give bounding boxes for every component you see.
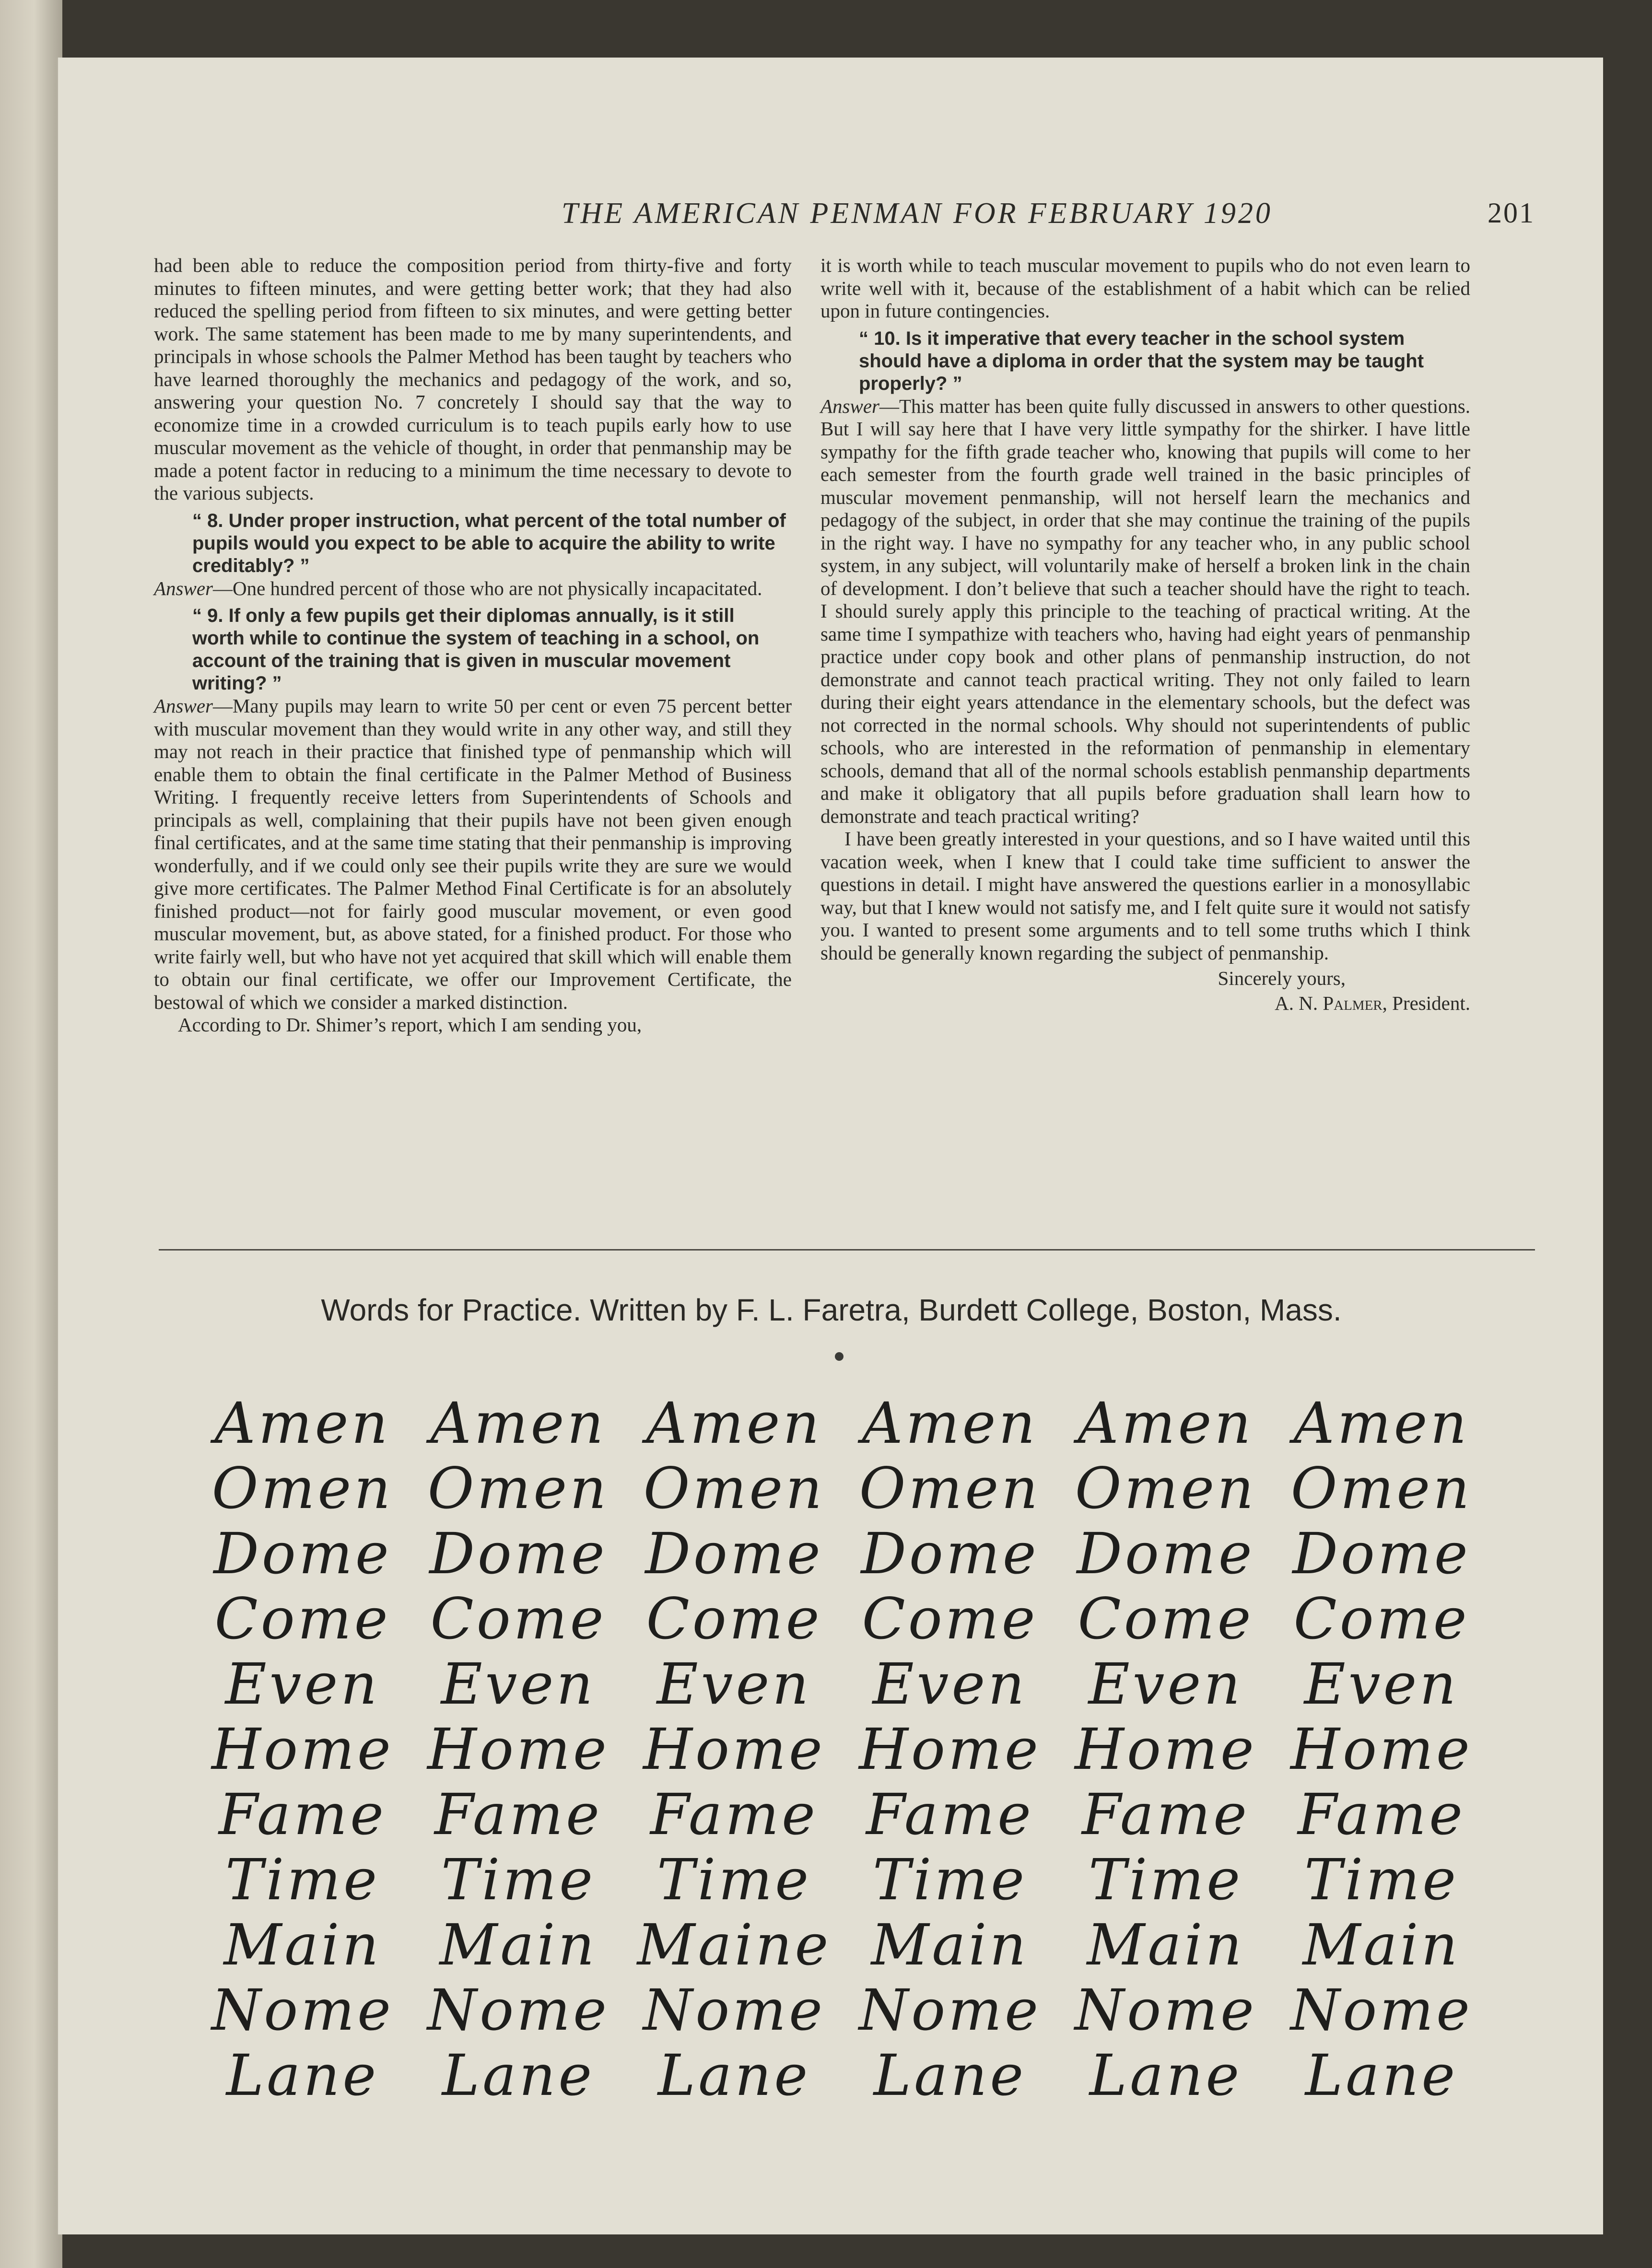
signature-name: Palmer xyxy=(1323,992,1383,1014)
practice-word: Fame xyxy=(1298,1781,1465,1847)
practice-word: Fame xyxy=(866,1781,1034,1847)
question-8: “ 8. Under proper instruction, what percent of the total number of pupils would you expect to be able to acquire the ability to write creditably? ” xyxy=(192,510,786,576)
paragraph: it is worth while to teach muscular movement to pupils who do not even learn to write well with it, because of the establishment of a habit which can be relied upon in future contingencies. xyxy=(820,254,1470,322)
paragraph: According to Dr. Shimer’s report, which I am sending you, xyxy=(178,1014,642,1036)
running-header xyxy=(202,197,1535,240)
practice-word: Home xyxy=(1075,1716,1257,1782)
practice-word: Dome xyxy=(1077,1520,1255,1587)
practice-word: Amen xyxy=(1078,1390,1254,1456)
practice-word: Fame xyxy=(434,1781,602,1847)
answer-text: —Many pupils may learn to write 50 per cent or even 75 percent better with muscular movement than they would write in any other way, and still they may not reach in their practice that finished type of penmanship which will enable them to obtain the final certificate in the Palmer Method of Business Writing. I frequently receive letters from Superintendents of Schools and principals as well, complaining that their pupils have not been given enough final certificates, and at the same time stating that their penmanship is improving wonderfully, and if we could only see their pupils write they are sure we would give more certificates. The Palmer Method Final Certificate is for an absolutely finished product—not for fairly good muscular movement, or even good muscular movement, but, as above stated, for a finished product. For those who write fairly well, but who have not yet acquired that skill which will enable them to obtain our final certificate, we offer our Improvement Certificate, the bestowal of which we consider a marked distinction. xyxy=(154,695,792,1013)
practice-row xyxy=(197,1521,1487,1586)
practice-word: Main xyxy=(1302,1912,1461,1978)
practice-word: Main xyxy=(871,1912,1029,1978)
section-divider xyxy=(159,1249,1535,1251)
practice-word: Home xyxy=(1290,1716,1473,1782)
practice-word: Nome xyxy=(643,1977,826,2043)
practice-word: Time xyxy=(656,1847,812,1913)
practice-word: Even xyxy=(872,1651,1028,1717)
answer-10 xyxy=(820,395,1470,828)
question-10: “ 10. Is it imperative that every teacher in the school system should have a diploma in order that the system may be taught properly? ” xyxy=(859,327,1424,394)
practice-word: Lane xyxy=(657,2042,811,2108)
practice-word: Maine xyxy=(637,1912,832,1978)
practice-row xyxy=(197,1717,1487,1782)
practice-word: Amen xyxy=(430,1390,607,1456)
practice-word: Fame xyxy=(650,1781,818,1847)
practice-word: Lane xyxy=(226,2042,379,2108)
practice-row xyxy=(197,1977,1487,2043)
practice-word: Lane xyxy=(1089,2042,1242,2108)
answer-label: Answer xyxy=(154,577,213,599)
answer-label: Answer xyxy=(820,395,879,417)
right-column xyxy=(820,254,1470,1015)
answer-text: —This matter has been quite fully discussed in answers to other questions. But I will say here that I have very little sympathy for the shirker. I have little sympathy for the fifth grade teacher who, knowing that pupils will come to her each semester from the fourth grade well trained in the basic principles of muscular movement penmanship, will not herself learn the mechanics and pedagogy of the subject, in order that she may continue the training of the pupils in the right way. I have no sympathy for any teacher who, in any public school system, in any subject, will voluntarily make of herself a broken link in the chain of development. I don’t believe that such a teacher should have the right to teach. I should surely apply this principle to the teaching of practical writing. At the same time I sympathize with teachers who, having had eight years of penmanship practice under copy book and other plans of penmanship instruction, do not demonstrate and cannot teach practical writing. They not only failed to learn during their eight years attendance in the elementary schools, but the defect was not corrected in the normal schools. Why should not superintendents of public schools, who are interested in the reformation of penmanship in elementary schools, demand that all of the normal schools establish penmanship departments and make it obligatory that all pupils before graduation shall learn how to demonstrate and teach practical writing? xyxy=(820,395,1470,827)
practice-word: Omen xyxy=(1290,1455,1473,1521)
practice-word: Lane xyxy=(1305,2042,1458,2108)
answer-text: —One hundred percent of those who are not physically incapacitated. xyxy=(213,577,762,599)
practice-word: Time xyxy=(225,1847,380,1913)
answer-label: Answer xyxy=(154,695,213,717)
practice-row xyxy=(197,1391,1487,1456)
practice-word: Come xyxy=(214,1586,391,1652)
practice-word: Main xyxy=(223,1912,382,1978)
signature-title: , President. xyxy=(1382,992,1470,1014)
practice-word: Home xyxy=(211,1716,394,1782)
question-9: “ 9. If only a few pupils get their diplomas annually, is it still worth while to continue the system of teaching in a school, on account of the training that is given in muscular movement writing? ” xyxy=(192,605,760,694)
practice-word: Amen xyxy=(646,1390,822,1456)
practice-row xyxy=(197,1456,1487,1521)
practice-word: Amen xyxy=(862,1390,1038,1456)
practice-row xyxy=(197,1912,1487,1977)
practice-word: Home xyxy=(427,1716,609,1782)
signature-initials: A. N. xyxy=(1275,992,1318,1014)
practice-word: Home xyxy=(643,1716,825,1782)
practice-word: Time xyxy=(441,1847,596,1913)
practice-word: Time xyxy=(1088,1847,1243,1913)
practice-word: Omen xyxy=(1075,1455,1257,1521)
practice-word: Nome xyxy=(211,1977,394,2043)
practice-word: Main xyxy=(439,1912,598,1978)
practice-word: Come xyxy=(862,1586,1038,1652)
practice-word: Time xyxy=(872,1847,1028,1913)
practice-word: Omen xyxy=(427,1455,609,1521)
practice-word: Nome xyxy=(1074,1977,1257,2043)
practice-word: Come xyxy=(1078,1586,1254,1652)
practice-row xyxy=(197,1847,1487,1912)
practice-word: Lane xyxy=(442,2042,595,2108)
practice-word: Fame xyxy=(219,1781,387,1847)
practice-word: Omen xyxy=(859,1455,1041,1521)
practice-row xyxy=(197,1651,1487,1717)
practice-word: Come xyxy=(1293,1586,1470,1652)
practice-word: Amen xyxy=(1293,1390,1470,1456)
practice-word: Time xyxy=(1304,1847,1459,1913)
practice-word: Nome xyxy=(427,1977,610,2043)
magazine-page xyxy=(57,58,1603,2234)
practice-word: Dome xyxy=(1292,1520,1471,1587)
practice-row xyxy=(197,1782,1487,1847)
practice-word: Home xyxy=(859,1716,1041,1782)
practice-word: Omen xyxy=(211,1455,394,1521)
practice-word: Omen xyxy=(643,1455,825,1521)
practice-heading: Words for Practice. Written by F. L. Faretra, Burdett College, Boston, Mass. xyxy=(321,1293,1342,1327)
paragraph: had been able to reduce the composition period from thirty-five and forty minutes to fifteen minutes, and were getting better work; that they had also reduced the spelling period from fifteen to six minutes, and were getting better work. The same statement has been made to me by many superintendents, and principals in whose schools the Palmer Method has been taught by teachers who have learned thoroughly the mechanics and pedagogy of the work, and so, answering your question No. 7 concretely I should say that the way to economize time in a crowded curriculum is to teach pupils early how to use muscular movement as the vehicle of thought, in order that penmanship may be made a potent factor in reducing to a minimum the time necessary to devote to the various subjects. xyxy=(154,254,792,504)
paragraph: I have been greatly interested in your questions, and so I have waited until this vacation week, when I knew that I could take time sufficient to answer the questions in detail. I might have answered the questions earlier in a monosyllabic way, but that I knew would not satisfy me, and I felt quite sure it would not satisfy you. I wanted to present some arguments and to tell some truths which I think should be generally known regarding the subject of penmanship. xyxy=(820,828,1470,964)
practice-word: Come xyxy=(430,1586,607,1652)
ink-dot xyxy=(835,1352,844,1361)
running-title: THE AMERICAN PENMAN FOR FEBRUARY 1920 xyxy=(562,197,1273,230)
practice-word: Amen xyxy=(214,1390,391,1456)
practice-word: Dome xyxy=(861,1520,1039,1587)
practice-word: Dome xyxy=(429,1520,608,1587)
practice-word: Nome xyxy=(1290,1977,1473,2043)
left-column xyxy=(154,254,792,1037)
practice-row xyxy=(197,1586,1487,1651)
closing: Sincerely yours, xyxy=(1218,967,1346,989)
penmanship-specimen xyxy=(197,1391,1487,2110)
practice-word: Even xyxy=(1088,1651,1243,1717)
answer-9 xyxy=(154,695,792,1014)
page-number: 201 xyxy=(1488,197,1535,229)
practice-row xyxy=(197,2043,1487,2108)
practice-word: Lane xyxy=(873,2042,1027,2108)
answer-8 xyxy=(154,577,792,600)
practice-word: Even xyxy=(656,1651,812,1717)
practice-word: Even xyxy=(1304,1651,1459,1717)
practice-word: Nome xyxy=(858,1977,1042,2043)
practice-word: Main xyxy=(1087,1912,1245,1978)
practice-word: Even xyxy=(441,1651,596,1717)
practice-word: Dome xyxy=(645,1520,823,1587)
practice-word: Dome xyxy=(213,1520,392,1587)
practice-word: Even xyxy=(225,1651,380,1717)
practice-word: Come xyxy=(646,1586,822,1652)
practice-word: Fame xyxy=(1082,1781,1250,1847)
book-spine-edge xyxy=(0,0,62,2268)
signature xyxy=(820,992,1470,1015)
